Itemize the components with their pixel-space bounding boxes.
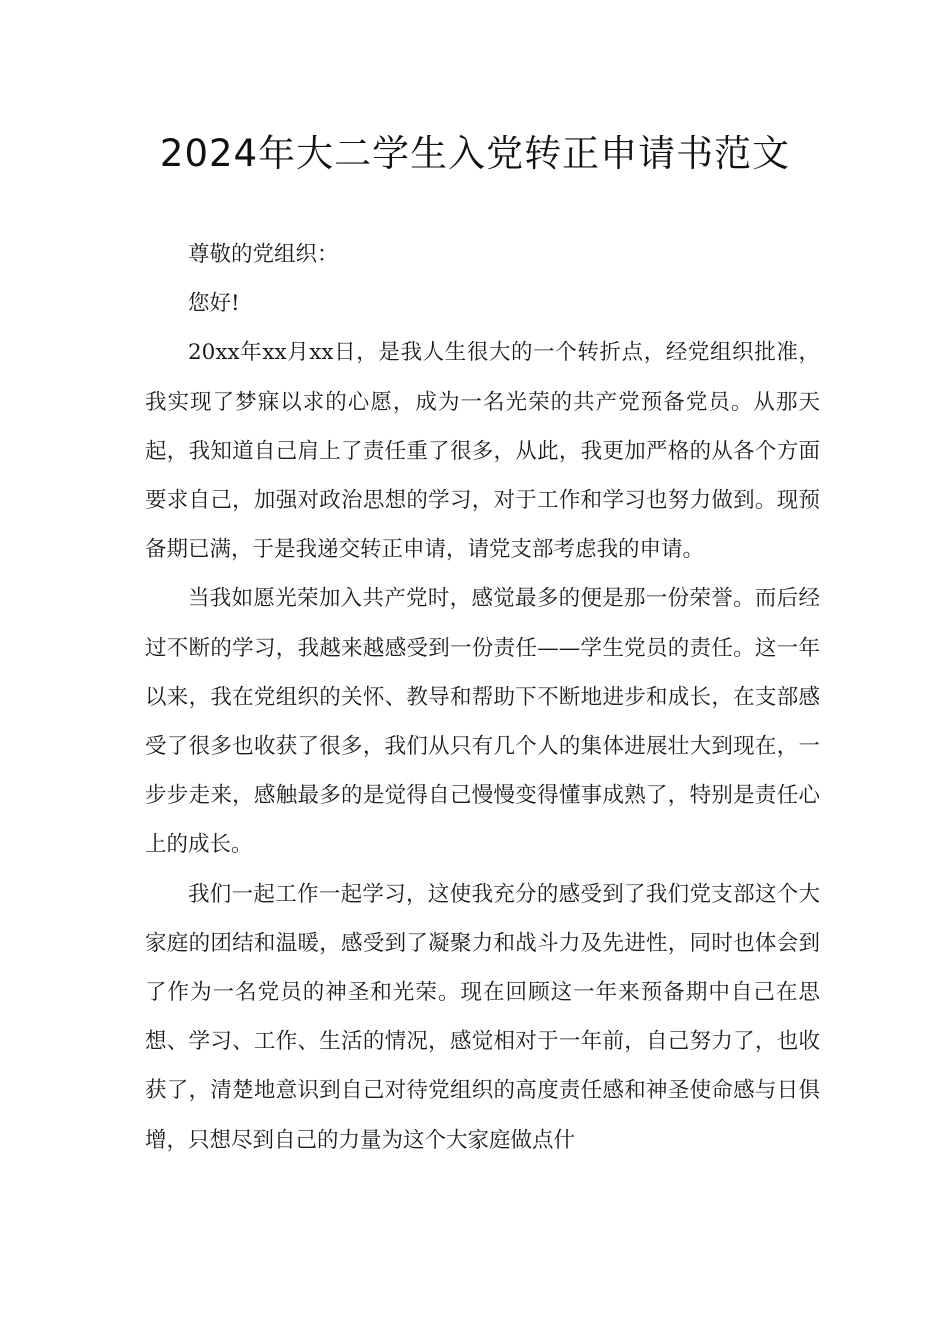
paragraph-3: 我们一起工作一起学习，这使我充分的感受到了我们党支部这个大家庭的团结和温暖，感受到了凝聚力和战斗力及先进性，同时也体会到了作为一名党员的神圣和光荣。现在回顾这一年来预备期中自己在思想、学习、工作、生活的情况，感觉相对于一年前，自己努力了，也收获了，清楚地意识到自己对待党组织的高度责任感和神圣使命感与日俱增，只想尽到自己的力量为这个大家庭做点什	[145, 881, 820, 1153]
document-body	[145, 230, 820, 1165]
paragraph-2: 当我如愿光荣加入共产党时，感觉最多的便是那一份荣誉。而后经过不断的学习，我越来越感受到一份责任——学生党员的责任。这一年以来，我在党组织的关怀、教导和帮助下不断地进步和成长，在支部感受了很多也收获了很多，我们从只有几个人的集体进展壮大到现在，一步步走来，感触最多的是觉得自己慢慢变得懂事成熟了，特别是责任心上的成长。	[145, 586, 820, 858]
salutation: 尊敬的党组织：	[188, 242, 339, 267]
greeting: 您好!	[188, 291, 240, 317]
document-title: 2024年大二学生入党转正申请书范文	[159, 132, 791, 175]
paragraph-1: 20xx年xx月xx日，是我人生很大的一个转折点，经党组织批准，我实现了梦寐以求的心愿，成为一名光荣的共产党预备党员。从那天起，我知道自己肩上了责任重了很多，从此，我更加严格的从各个方面要求自己，加强对政治思想的学习，对于工作和学习也努力做到。现预备期已满，于是我递交转正申请，请党支部考虑我的申请。	[145, 340, 820, 563]
